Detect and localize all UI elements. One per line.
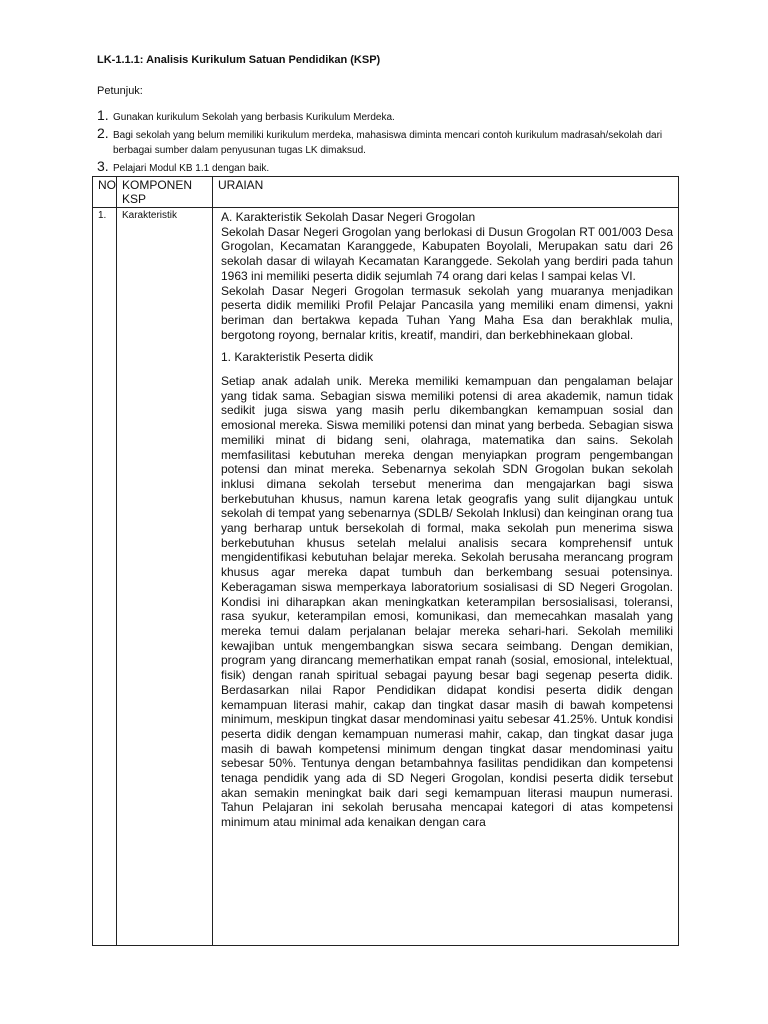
instruction-text: Bagi sekolah yang belum memiliki kurikulum merdeka, mahasiswa diminta mencari contoh kurikulum madrasah/sekolah dari berbagai sumber dalam penyusunan tugas LK dimaksud.	[113, 130, 663, 156]
header-uraian: URAIAN	[213, 177, 679, 208]
subsection-title: 1. Karakteristik Peserta didik	[221, 350, 374, 365]
instruction-number: 2.	[97, 125, 109, 141]
ksp-analysis-table	[92, 176, 679, 946]
instruction-number: 3.	[97, 158, 109, 174]
instructions-label: Petunjuk:	[97, 85, 143, 97]
instruction-text: Pelajari Modul KB 1.1 dengan baik.	[113, 163, 270, 174]
table-row	[93, 208, 679, 946]
instruction-text: Gunakan kurikulum Sekolah yang berbasis Kurikulum Merdeka.	[113, 112, 395, 123]
header-no: NO	[93, 177, 117, 208]
section-a-title: A. Karakteristik Sekolah Dasar Negeri Grogolan	[221, 210, 476, 224]
subsection-paragraph: Setiap anak adalah unik. Mereka memiliki kemampuan dan pengalaman belajar yang tidak sama. Sebagian siswa memiliki potensi di area akademik, namun tidak sedikit juga siswa yang masih perlu dikembangkan kemampuan sosial dan emosional mereka. Siswa memiliki potensi dan minat yang berbeda. Sebagian siswa memiliki minat di bidang seni, olahraga, matematika dan sains. Sekolah memfasilitasi kebutuhan mereka dengan menyiapkan program pengembangan potensi dan minat mereka. Sebenarnya sekolah SDN Grogolan bukan sekolah inklusi dimana sekolah tersebut menerima dan mengajarkan bagi siswa berkebutuhan khusus, namun karena letak geografis yang sulit dijangkau untuk sekolah di tempat yang sebenarnya (SDLB/ Sekolah Inklusi) dan keinginan orang tua yang berharap untuk bersekolah di formal, maka sekolah pun menerima siswa berkebutuhan khusus setelah melalui analisis secara komprehensif untuk mengidentifikasi kebutuhan belajar mereka. Sekolah berusaha merancang program khusus agar mereka dapat tumbuh dan berkembang sesuai potensinya. Keberagaman siswa memperkaya laboratorium sosialisasi di SD Negeri Grogolan. Kondisi ini diharapkan akan meningkatkan keterampilan bersosialisasi, toleransi, rasa syukur, keterampilan emosi, komunikasi, dan memecahkan masalah yang mereka temui dalam perjalanan belajar mereka sehari-hari. Sekolah memiliki kewajiban untuk mengembangkan siswa secara seimbang. Dengan demikian, program yang dirancang memerhatikan empat ranah (sosial, emosional, intelektual, fisik) dengan ranah spiritual sebagai payung besar bagi segenap peserta didik. Berdasarkan nilai Rapor Pendidikan didapat kondisi peserta didik dengan kemampuan literasi mahir, cakap dan tingkat dasar masih di bawah kompetensi minimum, meskipun tingkat dasar mendominasi yaitu sebesar 41.25%. Untuk kondisi peserta didik dengan kemampuan numerasi mahir, cakap, dan tingkat dasar juga masih di bawah kompetensi minimum dengan tingkat dasar mendominasi yaitu sebesar 50%. Tentunya dengan betambahnya fasilitas pendidikan dan kompetensi tenaga pendidik yang ada di SD Negeri Grogolan, kondisi peserta didik tersebut akan semakin meningkat baik dari segi kemampuan literasi maupun numerasi. Tahun Pelajaran ini sekolah berusaha mencapai kategori di atas kompetensi minimum atau minimal ada kenaikan dengan cara	[221, 374, 673, 830]
table-header-row	[93, 177, 679, 208]
instructions-list	[97, 107, 677, 179]
section-a-paragraph: Sekolah Dasar Negeri Grogolan yang berlokasi di Dusun Grogolan RT 001/003 Desa Grogolan, Kecamatan Karanggede, Kabupaten Boyolali, Merupakan satu dari 26 sekolah dasar di wilayah Kecamatan Karanggede. Sekolah yang berdiri pada tahun 1963 ini memiliki peserta didik sejumlah 74 orang dari kelas I sampai kelas VI.	[221, 224, 673, 283]
instruction-item	[97, 125, 677, 158]
row-komponen: Karakteristik	[117, 208, 213, 946]
instruction-number: 1.	[97, 107, 109, 123]
row-number: 1.	[93, 208, 117, 946]
header-komponen: KOMPONEN KSP	[117, 177, 213, 208]
instruction-item	[97, 158, 677, 176]
instruction-item	[97, 107, 677, 125]
document-title: LK-1.1.1: Analisis Kurikulum Satuan Pendidikan (KSP)	[97, 54, 381, 66]
row-uraian	[213, 208, 679, 946]
section-a-paragraph-2: Sekolah Dasar Negeri Grogolan termasuk sekolah yang muaranya menjadikan peserta didik memiliki Profil Pelajar Pancasila yang memiliki enam dimensi, yakni beriman dan bertakwa kepada Tuhan Yang Maha Esa dan berakhlak mulia, bergotong royong, bernalar kritis, kreatif, mandiri, dan berkebhinekaan global.	[221, 283, 673, 342]
